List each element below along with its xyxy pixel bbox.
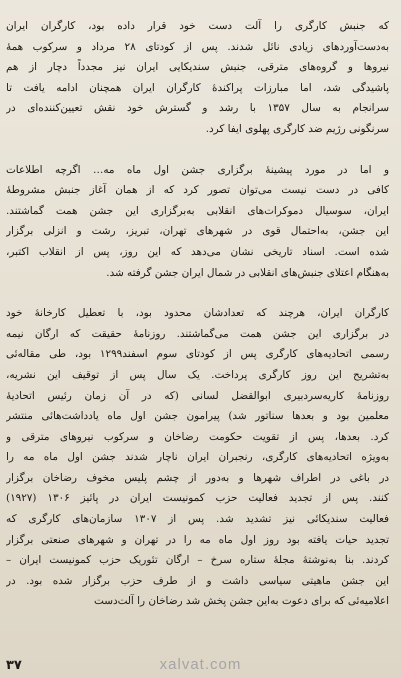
paragraph-gap: [6, 283, 389, 303]
text-line: رسمی اتحادیه‌های کارگری پس از کودتای سوم اسفند۱۲۹۹ بود، طی مقاله‌ئی: [6, 348, 389, 361]
page-number: ۳۷: [6, 658, 22, 673]
text-line: در باغی در اطراف شهرها و به‌دور از چشم پلیس مخوف رضاخان برگزار: [6, 471, 389, 484]
text-line: کنند. پس از تجدید فعالیت حزب کمونیست ایران در پائیز ۱۳۰۶ (۱۹۲۷): [6, 492, 389, 505]
text-line: پاشیدگی شد، اما مبارزات پراکندهٔ کارگران ایران همچنان ادامه یافت تا: [6, 81, 389, 94]
text-line: روزنامهٔ کاریه‌سردبیری ابوالقضل لسانی (که در آن زمان رئیس اتحادیهٔ: [6, 389, 389, 402]
paragraph: [6, 160, 389, 284]
text-line: به‌هنگام اعتلای جنبش‌های انقلابی در شمال ایران جشن گرفته شد.: [106, 266, 389, 279]
text-line: سرنگونی رژیم ضد کارگری پهلوی ایفا کرد.: [205, 122, 389, 135]
text-line: به‌تشریح این روز کارگری پرداخت. یک سال پس از توقیف این نشریه،: [6, 368, 389, 381]
page-footer: [0, 655, 401, 677]
text-line: کرد. بعدها، پس از تقویت حکومت رضاخان و سرکوب نیروهای مترقی و: [6, 430, 389, 443]
text-line: و اما در مورد پیشینهٔ برگزاری جشن اول ماه مه… اگرچه اطلاعات: [6, 163, 389, 176]
text-line: فعالیت سندیکائی نیز تشدید شد. پس از ۱۳۰۷ سازمان‌های کارگری که: [6, 513, 389, 526]
paragraph-gap: [6, 140, 389, 160]
text-line: کافی در دست نیست می‌توان تصور کرد که از همان آغاز جنبش مشروطهٔ: [6, 184, 389, 197]
article-body: [6, 16, 389, 612]
text-line: اعلامیه‌ئی که برای دعوت به‌این جشن پخش شد رضاخان را آلت‌دست: [94, 595, 389, 608]
text-line: این جشن، به‌احتمال قوی در شهرهای تهران، تبریز، رشت و انزلی برگزار: [6, 225, 389, 238]
text-line: این جشن ماهیتی سیاسی داشت و از طرف حزب برگزار شده بود. در: [6, 574, 389, 587]
text-line: شده است. اسناد تاریخی نشان می‌دهد که این روز، پس از انقلاب اکتبر،: [6, 245, 389, 258]
text-line: معلمین بود و بعدها سناتور شد) پیرامون جشن اول ماه یادداشت‌هائی منتشر: [6, 410, 389, 423]
site-watermark: xalvat.com: [159, 656, 242, 673]
text-line: تجدید حیات یافته بود روز اول ماه مه را در تهران و شهرهای صنعتی برگزار: [6, 533, 389, 546]
text-line: به‌دست‌آوردهای زیادی نائل شدند. پس از کودتای ۲۸ مرداد و سرکوب همهٔ: [6, 40, 389, 53]
text-line: در برگزاری این جشن همت می‌گماشتند. روزنامهٔ حقیقت که ارگان نیمه: [6, 327, 389, 340]
text-line: نیروها و گروه‌های مترقی، جنبش سندیکایی ایران نیز مجدداً دچار از هم: [6, 61, 389, 74]
text-line: سرانجام به سال ۱۳۵۷ با رشد و گسترش خود نقش تعیین‌کننده‌ای در: [6, 102, 389, 115]
text-line: که جنبش کارگری را آلت دست خود قرار داده بود، کارگران ایران: [6, 20, 389, 32]
paragraph: [6, 16, 389, 140]
text-line: کردند. بنا به‌نوشتهٔ مجلهٔ ستاره سرخ – ارگان تئوریک حزب کمونیست ایران –: [6, 554, 389, 567]
text-line: ایران، سوسیال دموکرات‌های انقلابی به‌برگزاری این جشن همت گماشتند.: [6, 204, 389, 217]
paragraph: [6, 303, 389, 612]
text-line: به‌ویژه اتحادیه‌های کارگری، رنجبران ایران ناچار شدند جشن اول ماه مه را: [6, 451, 389, 464]
text-line: کارگران ایران، هرچند که تعدادشان محدود بود، با تعطیل کارخانهٔ خود: [6, 307, 389, 320]
